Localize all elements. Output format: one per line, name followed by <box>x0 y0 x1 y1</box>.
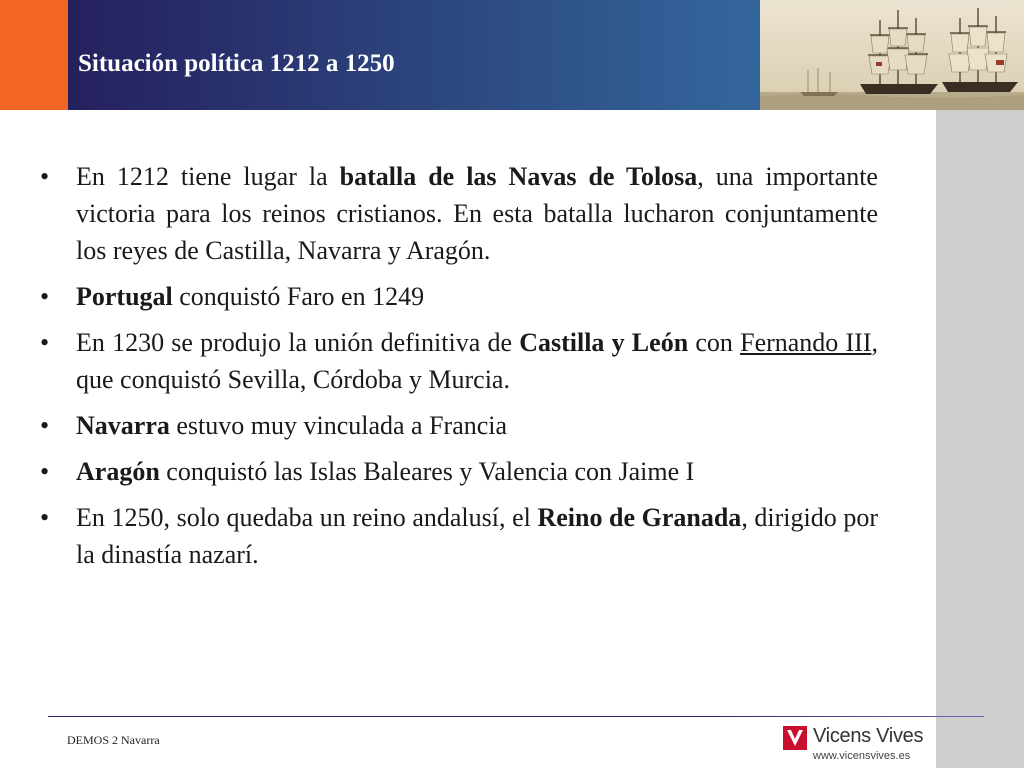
vicens-vives-logo-icon <box>783 726 807 750</box>
footer-divider <box>48 716 984 717</box>
bullet-list <box>40 158 878 573</box>
bullet-item <box>40 324 878 398</box>
slide-content <box>40 158 878 582</box>
bullet-item <box>40 158 878 269</box>
bullet-bold-text: Aragón <box>76 457 160 486</box>
bullet-text: En 1230 se produjo la unión definitiva de <box>76 328 520 357</box>
bullet-marker: • <box>40 411 50 440</box>
bullet-text: con <box>688 328 741 357</box>
bullet-marker: • <box>40 162 50 191</box>
bullet-bold-text: Navarra <box>76 411 170 440</box>
header-accent-bar <box>0 0 68 110</box>
bullet-text: conquistó las Islas Baleares y Valencia con Jaime I <box>159 457 695 486</box>
bullet-bold-text: Castilla y León <box>519 328 689 357</box>
bullet-text: En 1212 tiene lugar la <box>76 162 340 191</box>
bullet-text: , que conquistó Sevilla, Córdoba y Murcia. <box>76 328 878 394</box>
logo-url: www.vicensvives.es <box>813 750 911 762</box>
bullet-item <box>40 278 878 315</box>
right-gray-strip <box>936 110 1024 768</box>
header-ship-image <box>760 0 1024 110</box>
bullet-marker: • <box>40 457 50 486</box>
bullet-item <box>40 453 878 490</box>
bullet-text: , una importante victoria para los reinos cristianos. En esta batalla lucharon conjuntamente los reyes de Castilla, Navarra y Aragón. <box>76 162 878 265</box>
bullet-bold-text: Portugal <box>76 282 173 311</box>
bullet-marker: • <box>40 503 50 532</box>
bullet-text: En 1250, solo quedaba un reino andalusí, el <box>76 503 538 532</box>
footer-course-label: DEMOS 2 Navarra <box>67 733 160 747</box>
bullet-text: conquistó Faro en 1249 <box>172 282 425 311</box>
bullet-text: estuvo muy vinculada a Francia <box>169 411 508 440</box>
bullet-underlined-text: Fernando III <box>740 328 872 357</box>
publisher-logo <box>783 723 933 765</box>
bullet-bold-text: Reino de Granada <box>537 503 742 532</box>
bullet-text: , dirigido por la dinastía nazarí. <box>76 503 878 569</box>
bullet-marker: • <box>40 328 50 357</box>
logo-name: Vicens Vives <box>813 725 924 747</box>
bullet-bold-text: batalla de las Navas de Tolosa <box>339 162 698 191</box>
bullet-marker: • <box>40 282 50 311</box>
slide-title: Situación política 1212 a 1250 <box>78 50 395 77</box>
bullet-item <box>40 407 878 444</box>
bullet-item <box>40 499 878 573</box>
